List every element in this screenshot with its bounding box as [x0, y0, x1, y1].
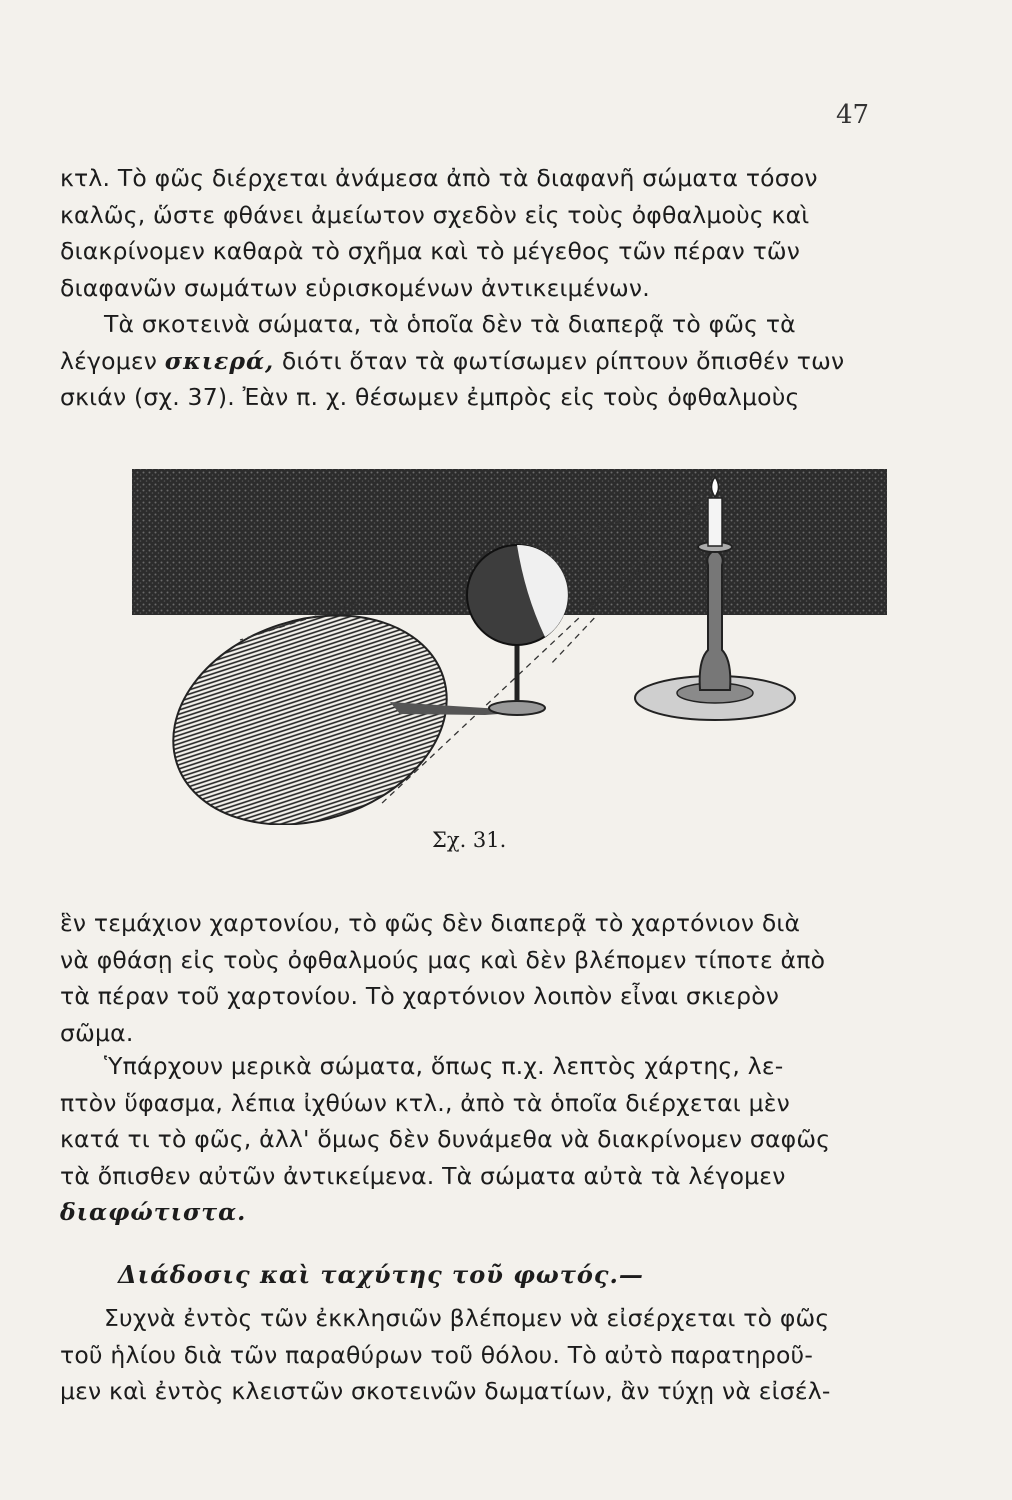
text-line: Τὰ σκοτεινὰ σώματα, τὰ ὁποῖα δὲν τὰ διαπερᾷ τὸ φῶς τὰ	[104, 310, 796, 338]
shadow-figure	[130, 465, 890, 825]
paragraph-light-propagation	[60, 1300, 886, 1410]
text-fragment: λέγομεν	[60, 346, 165, 375]
text-line: τὰ ὄπισθεν αὐτῶν ἀντικείμενα. Τὰ σώματα αὐτὰ τὰ λέγομεν	[60, 1161, 786, 1190]
paragraph-opaque-example	[60, 905, 886, 1051]
text-fragment: διότι ὅταν τὰ φωτίσωμεν ρίπτουν ὄπισθέν των	[274, 346, 845, 375]
text-line: τοῦ ἡλίου διὰ τῶν παραθύρων τοῦ θόλου. Τὸ αὐτὸ παρατηροῦ-	[60, 1340, 814, 1369]
text-line: τὰ πέραν τοῦ χαρτονίου. Τὸ χαρτόνιον λοιπὸν εἶναι σκιερὸν	[60, 982, 780, 1010]
text-line: κτλ. Τὸ φῶς διέρχεται ἀνάμεσα ἀπὸ τὰ διαφανῆ σώματα τόσον	[60, 164, 818, 192]
text-line: σῶμα.	[60, 1018, 134, 1047]
page-number: 47	[836, 100, 870, 130]
text-line: μεν καὶ ἐντὸς κλειστῶν σκοτεινῶν δωματίων, ἂν τύχῃ νὰ εἰσέλ-	[60, 1377, 831, 1405]
paragraph-transparent-bodies	[60, 160, 886, 416]
text-line	[60, 343, 886, 380]
text-line: πτὸν ὕφασμα, λέπια ἰχθύων κτλ., ἀπὸ τὰ ὁποῖα διέρχεται μὲν	[60, 1088, 790, 1117]
text-line: νὰ φθάσῃ εἰς τοὺς ὀφθαλμούς μας καὶ δὲν βλέπομεν τίποτε ἀπὸ	[60, 945, 826, 974]
section-heading: Διάδοσις καὶ ταχύτης τοῦ φωτός.—	[118, 1260, 644, 1289]
candle-flame	[712, 477, 719, 497]
candle	[708, 498, 722, 546]
text-line: διαφανῶν σωμάτων εὑρισκομένων ἀντικειμένων.	[60, 273, 650, 302]
text-line: καλῶς, ὥστε φθάνει ἀμείωτον σχεδὸν εἰς τοὺς ὀφθαλμοὺς καὶ	[60, 200, 810, 229]
text-line: ἓν τεμάχιον χαρτονίου, τὸ φῶς δὲν διαπερᾷ τὸ χαρτόνιον διὰ	[60, 909, 801, 937]
term-translucent: διαφώτιστα.	[60, 1198, 247, 1226]
text-line: σκιάν (σχ. 37). Ἐὰν π. χ. θέσωμεν ἐμπρὸς εἰς τοὺς ὀφθαλμοὺς	[60, 383, 800, 411]
paragraph-translucent-bodies	[60, 1048, 886, 1231]
text-line: Συχνὰ ἐντὸς τῶν ἐκκλησιῶν βλέπομεν νὰ εἰσέρχεται τὸ φῶς	[104, 1304, 830, 1332]
text-line: διακρίνομεν καθαρὰ τὸ σχῆμα καὶ τὸ μέγεθος τῶν πέραν τῶν	[60, 237, 801, 265]
figure-caption: Σχ. 31.	[432, 828, 507, 852]
shadow-ellipse	[146, 582, 474, 825]
text-line: Ὑπάρχουν μερικὰ σώματα, ὅπως π.χ. λεπτὸς χάρτης, λε-	[104, 1052, 784, 1080]
term-opaque: σκιερά,	[164, 346, 275, 375]
stand-foot	[489, 701, 545, 715]
text-line: κατά τι τὸ φῶς, ἀλλ' ὅμως δὲν δυνάμεθα νὰ διακρίνομεν σαφῶς	[60, 1125, 831, 1153]
